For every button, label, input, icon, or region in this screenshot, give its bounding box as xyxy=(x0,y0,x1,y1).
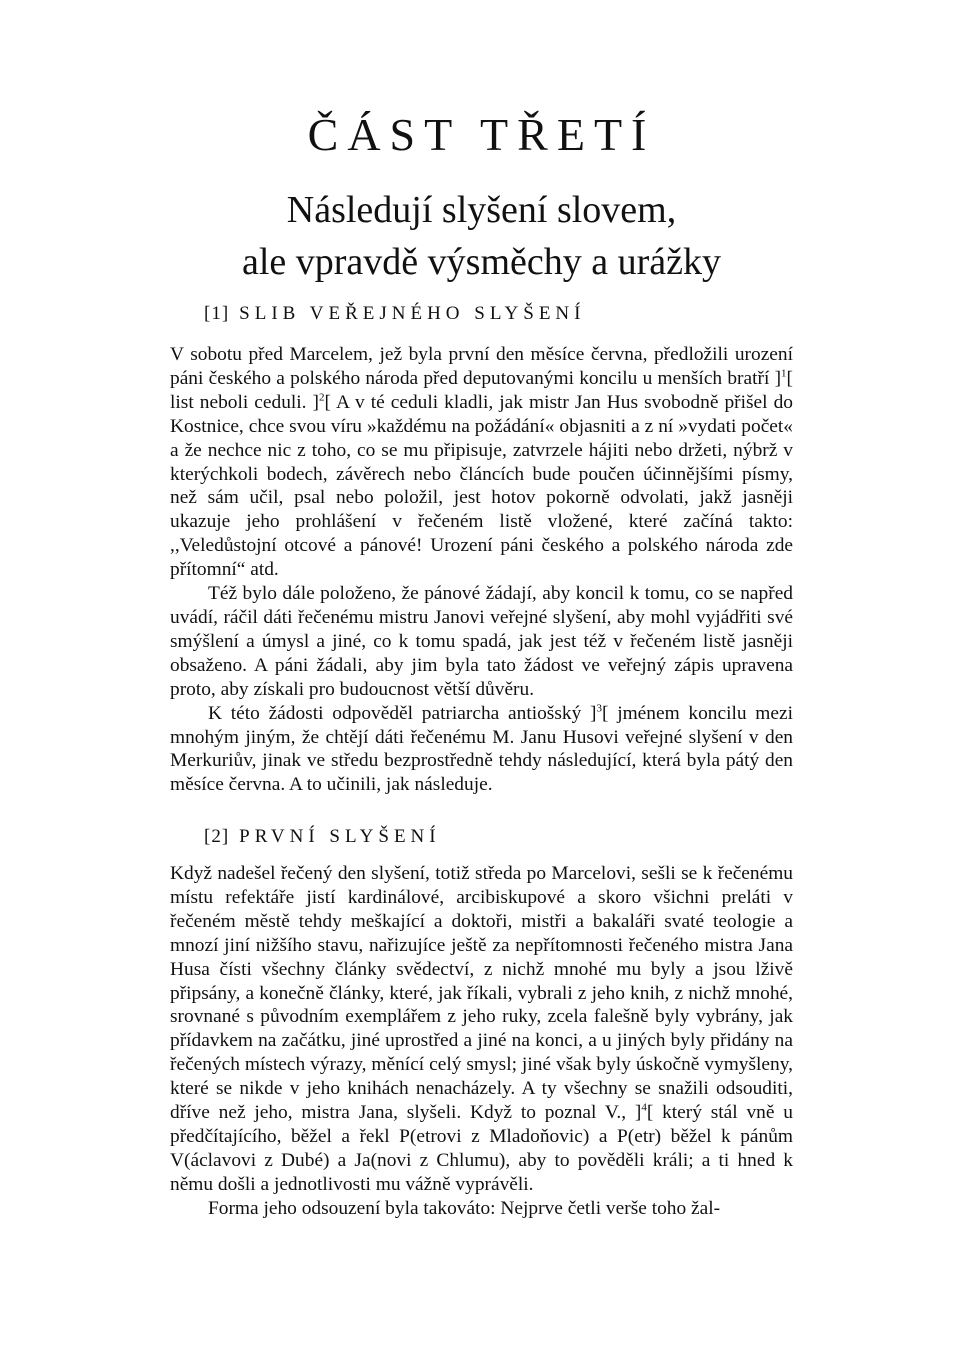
section-1-paragraph-2: Též bylo dále položeno, že pánové žádají, aby koncil k tomu, co se napřed uvádí, ráčil dáti řečenému mistru Janovi veřejné slyšení, aby mohl vyjádřiti své smýšlení a úmysl a jiné, co k tomu spadá, jak jest též v řečeném listě jasněji obsaženo. A páni žádali, aby jim byla tato žádost ve veřejný zápis upravena proto, aby získali pro budoucnost větší důvěru. xyxy=(170,583,793,700)
text-run: [ A v té ceduli kladli, jak mistr Jan Hus svobodně přišel do Kostnice, chce svou víru »každému na požádání« objasniti a z ní »vydati počet« a že nechce nic z toho, co se mu připisuje, zatvrzele hájiti nebo držeti, nýbrž v kterýchkoli bodech, závěrech nebo článcích bude poučen účinnějšími písmy, než sám učil, psal nebo položil, jest hotov pokorně odvolati, jakž jasněji ukazuje jeho prohlášení v řečeném listě vložené, které začíná takto: ,,Veledůstojní otcové a pánové! Urození páni českého a polského národa zde přítomní“ atd. xyxy=(170,391,793,581)
text-run: [ jménem koncilu mezi mnohým jiným, že chtějí dáti řečenému M. Janu Husovi veřejné slyšení v den Merkuriův, jinak ve středu bezprostředně tehdy následující, která byla pátý den měsíce června. A to učinili, jak následuje. xyxy=(170,702,793,796)
section-2-paragraph-2: Forma jeho odsouzení byla takováto: Nejprve četli verše toho žal- xyxy=(208,1197,721,1219)
subtitle-line-2: ale vpravdě výsměchy a urážky xyxy=(241,241,721,283)
section-2-body xyxy=(170,862,793,1221)
text-run: Když nadešel řečený den slyšení, totiž středa po Marcelovi, sešli se k řečenému místu refektáře jistí kardinálové, arcibiskupové a skoro všichni preláti v řečeném městě tehdy meškající a doktoři, mistři a bakaláři svaté teologie a mnozí jiní nižšího stavu, nařizujíce ještě za nepřítomnosti řečeného mistra Jana Husa čísti všechny články svědectví, z nichž mnohé mu byly a jsou lživě připsány, a konečně články, které, jak říkali, vybrali z jeho knih, z nichž mnohé, srovnané s původním exemplářem z jeho ruky, zcela falešně byly vybrány, jak přídavkem na začátku, jiné uprostřed a jiné na konci, a u jiných byly přidány na řečených místech výrazy, měnící celý smysl; jiné však byly úskočně vymyšleny, které se nikde v jeho knihách nenacházely. A ty všechny se snažili odsouditi, dříve než jeho, mistra Jana, slyšeli. Když to poznal V., ] xyxy=(170,863,793,1124)
text-run: [ list neboli ceduli. ] xyxy=(170,367,793,413)
footnote-ref-4: 4 xyxy=(641,1101,647,1114)
text-run: [ který stál vně u předčítajícího, běžel a řekl P(etrovi z Mladoňovic) a P(etr) běžel k pánům V(áclavovi z Dubé) a Ja(novi z Chlumu), aby to pověděli králi; a ti hned k němu došli a jednotlivosti mu vážně vyprávěli. xyxy=(170,1102,793,1195)
section-2-title: PRVNÍ SLYŠENÍ xyxy=(239,826,441,847)
footnote-ref-3: 3 xyxy=(596,702,602,715)
section-1-heading xyxy=(204,303,585,325)
section-1-paragraph-3 xyxy=(170,702,793,798)
text-run: V sobotu před Marcelem, jež byla první den měsíce června, předložili urození páni českého a polského národa před deputovanými koncilu u menších bratří ] xyxy=(170,344,793,389)
footnote-ref-2: 2 xyxy=(319,391,325,404)
footnote-ref-1: 1 xyxy=(781,367,787,380)
part-title: ČÁST TŘETÍ xyxy=(307,109,656,160)
subtitle-line-1: Následují slyšení slovem, xyxy=(286,189,677,231)
section-1-title: SLIB VEŘEJNÉHO SLYŠENÍ xyxy=(239,303,586,324)
section-2-paragraph-1 xyxy=(170,862,793,1197)
section-2-number: [2] xyxy=(204,826,230,847)
section-2-heading xyxy=(204,826,441,848)
text-run: K této žádosti odpověděl patriarcha antiošský ] xyxy=(208,702,597,724)
section-1-body xyxy=(170,343,793,797)
section-1-number: [1] xyxy=(204,303,230,324)
section-1-paragraph-1 xyxy=(170,343,793,582)
chapter-subtitle xyxy=(170,184,793,288)
